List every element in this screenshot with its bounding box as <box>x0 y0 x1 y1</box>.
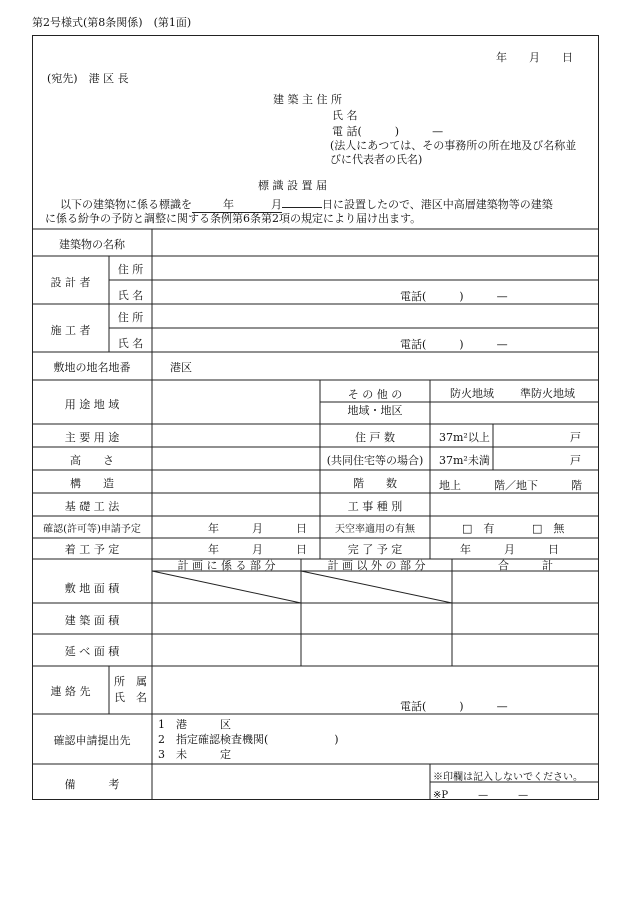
lot-text: 敷地の地名地番 <box>53 361 131 374</box>
other-zone-label <box>320 386 430 402</box>
under-37-label: 37m²未満 <box>439 454 490 467</box>
remarks-text: 備 考 <box>64 778 120 791</box>
designer-phone: 電話( ) — <box>400 290 508 303</box>
intro-line2: に係る紛争の予防と調整に関する条例第6条第2項の規定により届け出ます。 <box>45 212 422 225</box>
structure-text: 構 造 <box>70 477 114 490</box>
contact-phone: 電話( ) — <box>400 700 508 713</box>
intro-line1-prefix: 以下の建築物に係る標識を <box>60 198 192 211</box>
lot-value: 港区 <box>170 361 192 374</box>
area-col-plan <box>152 557 301 573</box>
area-col-plan-text: 計 画 に 係 る 部 分 <box>177 559 276 572</box>
collective-housing-label <box>320 452 430 468</box>
other-zone-text: そ の 他 の <box>347 388 403 401</box>
work-type-text: 工 事 種 別 <box>347 500 403 513</box>
designer-name-text: 氏 名 <box>117 289 144 302</box>
building-area-text: 建 築 面 積 <box>64 614 120 627</box>
designer-address-label <box>109 261 152 277</box>
sky-ratio-text: 天空率適用の有無 <box>335 524 415 535</box>
confirmation-date: 年 月 日 <box>208 522 307 535</box>
height-label <box>32 452 152 468</box>
area-col-other <box>301 557 452 573</box>
sky-ratio-no[interactable]: □ 無 <box>532 522 565 535</box>
applicant-note-line2: びに代表者の氏名) <box>330 153 423 166</box>
floor-area-text: 延 べ 面 積 <box>64 645 120 658</box>
contact-text: 連 絡 先 <box>50 685 91 698</box>
contractor-name-text: 氏 名 <box>117 337 144 350</box>
start-label <box>32 541 152 557</box>
floor-area-label <box>32 643 152 659</box>
confirmation-label <box>32 520 152 535</box>
sky-ratio-label <box>320 520 430 535</box>
dwelling-units-label <box>320 429 430 445</box>
form-number: 第2号様式(第8条関係) (第1面) <box>32 16 192 29</box>
over-37-label: 37m²以上 <box>439 431 490 444</box>
addressee: (宛先) 港 区 長 <box>47 72 129 85</box>
main-use-text: 主 要 用 途 <box>64 431 120 444</box>
contractor-phone: 電話( ) — <box>400 338 508 351</box>
floors-text: 階 数 <box>353 477 397 490</box>
start-date: 年 月 日 <box>208 543 307 556</box>
intro-blank-year: 年 <box>192 196 234 213</box>
designer-label <box>32 274 109 290</box>
completion-text: 完 了 予 定 <box>347 543 403 556</box>
contractor-name-label <box>109 335 152 351</box>
contact-affiliation-label <box>109 673 152 689</box>
designer-name-label <box>109 287 152 303</box>
confirmation-text: 確認(許可等)申請予定 <box>43 524 141 535</box>
site-area-text: 敷 地 面 積 <box>64 582 120 595</box>
contact-label <box>32 683 109 699</box>
p-number: ※P — — <box>433 790 529 801</box>
applicant-address-label: 建 築 主 住 所 <box>273 93 342 106</box>
contractor-address-label <box>109 309 152 325</box>
floors-label <box>320 475 430 491</box>
contact-name-label <box>109 689 152 705</box>
submission-option-3: 3 未 定 <box>158 748 231 761</box>
completion-date: 年 月 日 <box>460 543 559 556</box>
building-area-label <box>32 612 152 628</box>
submission-date: 年 月 日 <box>496 51 573 64</box>
intro-line1-suffix: 日に設置したので、港区中高層建築物等の建築 <box>322 198 553 211</box>
area-col-total-text: 合 計 <box>498 559 553 572</box>
form-title: 標 識 設 置 届 <box>258 179 327 192</box>
other-zone-label2 <box>320 402 430 418</box>
dwelling-units-text: 住 戸 数 <box>355 431 395 444</box>
site-area-label <box>32 580 152 596</box>
under-37-unit: 戸 <box>570 454 581 467</box>
start-text: 着 工 予 定 <box>64 543 120 556</box>
fire-zone: 防火地域 <box>450 387 494 400</box>
submission-option-1: 1 港 区 <box>158 718 231 731</box>
applicant-note-line1: (法人にあつては、その事務所の所在地及び名称並 <box>330 139 577 152</box>
completion-label <box>320 541 430 557</box>
collective-housing-text: (共同住宅等の場合) <box>326 454 424 467</box>
stamp-note: ※印欄は記入しないでください。 <box>433 772 583 783</box>
area-col-total <box>452 557 599 573</box>
floors-value: 地上 階／地下 階 <box>439 479 582 492</box>
building-name-text: 建築物の名称 <box>59 238 125 251</box>
submission-option-2: 2 指定確認検査機関( ) <box>158 733 339 746</box>
over-37-unit: 戸 <box>570 431 581 444</box>
contact-name-text: 氏 名 <box>114 691 147 704</box>
intro-blank-month: 月 <box>234 196 282 213</box>
semi-fire-zone: 準防火地域 <box>520 387 575 400</box>
designer-text: 設 計 者 <box>50 276 91 289</box>
contact-affiliation-text: 所 属 <box>114 675 147 688</box>
sky-ratio-yes[interactable]: □ 有 <box>462 522 495 535</box>
applicant-phone-label: 電 話( ) — <box>332 125 444 138</box>
main-use-label <box>32 429 152 445</box>
foundation-label <box>32 498 152 514</box>
contractor-address-text: 住 所 <box>117 311 144 324</box>
submission-text: 確認申請提出先 <box>53 734 131 747</box>
work-type-label <box>320 498 430 514</box>
foundation-text: 基 礎 工 法 <box>64 500 120 513</box>
building-name-label <box>32 236 152 252</box>
lot-label <box>32 359 152 375</box>
applicant-name-label: 氏 名 <box>332 109 358 122</box>
other-zone-text2: 地域・地区 <box>347 404 403 417</box>
contractor-text: 施 工 者 <box>50 324 91 337</box>
remarks-label <box>32 776 152 792</box>
use-zone-label <box>32 396 152 412</box>
structure-label <box>32 475 152 491</box>
height-text: 高 さ <box>70 454 114 467</box>
submission-label <box>32 732 152 748</box>
intro-blank-day <box>282 207 322 208</box>
area-col-other-text: 計 画 以 外 の 部 分 <box>327 559 426 572</box>
use-zone-text: 用 途 地 域 <box>64 398 120 411</box>
designer-address-text: 住 所 <box>117 263 144 276</box>
contractor-label <box>32 322 109 338</box>
